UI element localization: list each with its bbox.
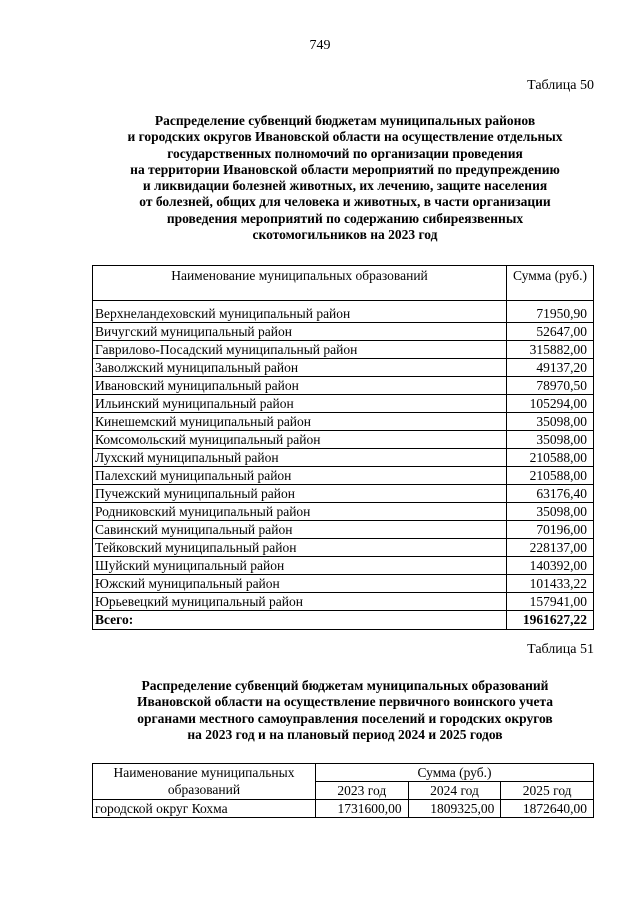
table-row: [93, 539, 594, 557]
table-row: [93, 593, 594, 611]
table-row: [93, 503, 594, 521]
municipality-name-cell: Палехский муниципальный район: [93, 467, 507, 485]
sum-cell: 52647,00: [507, 323, 594, 341]
total-label-cell: Всего:: [93, 611, 507, 630]
amount-cell: 1872640,00: [501, 800, 594, 818]
table-50-label: Таблица 50: [527, 78, 594, 93]
municipality-name-cell: Кинешемский муниципальный район: [93, 413, 507, 431]
municipality-name-cell: Лухский муниципальный район: [93, 449, 507, 467]
title-line: проведения мероприятий по содержанию сибиреязвенных: [166, 210, 524, 226]
title-line: Ивановской области на осуществление первичного воинского учета: [136, 694, 554, 710]
sum-cell: 35098,00: [507, 431, 594, 449]
municipality-name-cell: Ивановский муниципальный район: [93, 377, 507, 395]
title-line: Распределение субвенций бюджетам муниципальных образований: [141, 678, 549, 693]
municipality-name-cell: Гаврилово-Посадский муниципальный район: [93, 341, 507, 359]
municipality-name-cell: Пучежский муниципальный район: [93, 485, 507, 503]
title-line: скотомогильников на 2023 год: [252, 227, 438, 243]
municipality-name-cell: Юрьевецкий муниципальный район: [93, 593, 507, 611]
table-row: [93, 575, 594, 593]
municipality-name-cell: Родниковский муниципальный район: [93, 503, 507, 521]
table-50-title: [60, 113, 630, 243]
municipality-name-cell: Комсомольский муниципальный район: [93, 431, 507, 449]
table-row: [93, 485, 594, 503]
table-row: [93, 521, 594, 539]
sum-cell: 228137,00: [507, 539, 594, 557]
title-line: на территории Ивановской области мероприятий по предупреждению: [130, 161, 560, 177]
title-line: Распределение субвенций бюджетам муниципальных районов: [154, 113, 536, 128]
title-line: органами местного самоуправления поселений и городских округов: [137, 710, 553, 726]
municipality-name-cell: Тейковский муниципальный район: [93, 539, 507, 557]
municipality-name-cell: Савинский муниципальный район: [93, 521, 507, 539]
sum-cell: 315882,00: [507, 341, 594, 359]
sum-cell: 70196,00: [507, 521, 594, 539]
header-name-cell: Наименование муниципальных образований: [93, 266, 507, 301]
page-number: 749: [309, 38, 331, 53]
header-sum-cell: Сумма (руб.): [507, 266, 594, 301]
sum-cell: 71950,90: [507, 305, 594, 323]
sum-cell: 210588,00: [507, 449, 594, 467]
sum-cell: 210588,00: [507, 467, 594, 485]
year-cell: 2024 год: [408, 782, 501, 800]
sum-cell: 35098,00: [507, 413, 594, 431]
sum-cell: 49137,20: [507, 359, 594, 377]
table-header-row: [93, 764, 594, 782]
table-row: [93, 359, 594, 377]
municipality-name-cell: Южский муниципальный район: [93, 575, 507, 593]
amount-cell: 1809325,00: [408, 800, 501, 818]
subvention-table-50: [92, 265, 594, 630]
sum-cell: 63176,40: [507, 485, 594, 503]
header-name-cell: [93, 764, 316, 800]
table-row: [93, 377, 594, 395]
municipality-name-cell: Верхнеландеховский муниципальный район: [93, 305, 507, 323]
sum-cell: 35098,00: [507, 503, 594, 521]
header-name-line: образований: [167, 782, 241, 797]
table-row: [93, 323, 594, 341]
sum-cell: 157941,00: [507, 593, 594, 611]
total-row: [93, 611, 594, 630]
year-cell: 2023 год: [316, 782, 409, 800]
sum-cell: 101433,22: [507, 575, 594, 593]
table-row: [93, 305, 594, 323]
table-row: [93, 395, 594, 413]
title-line: и ликвидации болезней животных, их лечению, защите населения: [142, 178, 548, 194]
amount-cell: 1731600,00: [316, 800, 409, 818]
municipality-name-cell: городской округ Кохма: [93, 800, 316, 818]
sum-cell: 140392,00: [507, 557, 594, 575]
table-row: [93, 449, 594, 467]
table-row: [93, 341, 594, 359]
title-line: и городских округов Ивановской области на осуществление отдельных: [127, 129, 563, 145]
table-row: [93, 467, 594, 485]
table-row: [93, 431, 594, 449]
table-row: [93, 800, 594, 818]
year-cell: 2025 год: [501, 782, 594, 800]
table-row: [93, 413, 594, 431]
header-sum-cell: Сумма (руб.): [316, 764, 594, 782]
title-line: от болезней, общих для человека и животных, в части организации: [139, 194, 551, 210]
title-line: на 2023 год и на плановый период 2024 и 2025 годов: [187, 726, 503, 742]
municipality-name-cell: Ильинский муниципальный район: [93, 395, 507, 413]
total-sum-cell: 1961627,22: [507, 611, 594, 630]
table-header-row: [93, 266, 594, 301]
table-51-title: [60, 678, 630, 743]
table-row: [93, 557, 594, 575]
sum-cell: 78970,50: [507, 377, 594, 395]
table-51-label: Таблица 51: [527, 642, 594, 657]
municipality-name-cell: Шуйский муниципальный район: [93, 557, 507, 575]
municipality-name-cell: Заволжский муниципальный район: [93, 359, 507, 377]
sum-cell: 105294,00: [507, 395, 594, 413]
municipality-name-cell: Вичугский муниципальный район: [93, 323, 507, 341]
header-name-line: Наименование муниципальных: [113, 765, 295, 780]
subvention-table-51: [92, 763, 594, 818]
title-line: государственных полномочий по организации проведения: [167, 145, 523, 161]
